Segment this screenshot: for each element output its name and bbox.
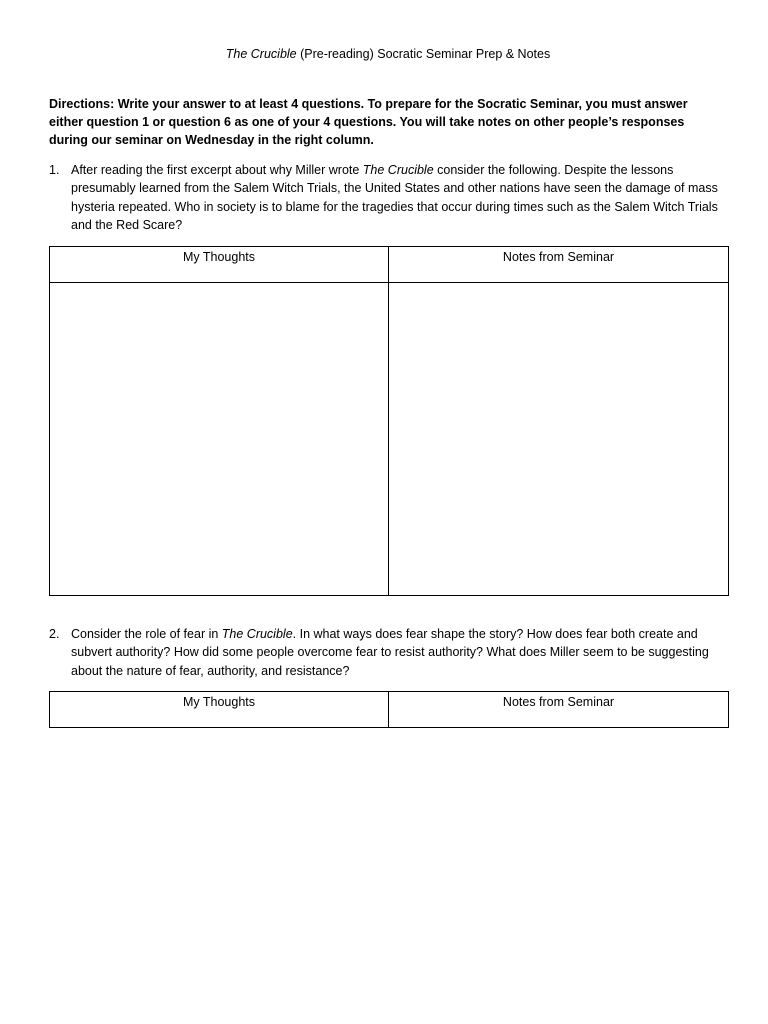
notes-table-1	[49, 246, 729, 596]
title-rest: (Pre-reading) Socratic Seminar Prep & Notes	[296, 47, 551, 61]
question-number: 2.	[49, 627, 60, 641]
question-text-part: After reading the first excerpt about why Miller wrote	[71, 163, 363, 177]
my-thoughts-cell[interactable]	[50, 283, 389, 596]
question-book-name: The Crucible	[221, 627, 293, 641]
seminar-notes-header: Notes from Seminar	[389, 247, 729, 283]
page-title	[0, 45, 768, 63]
seminar-notes-header: Notes from Seminar	[389, 692, 729, 728]
seminar-notes-cell[interactable]	[389, 283, 729, 596]
question-text-part: Consider the role of fear in	[71, 627, 222, 641]
question-2	[49, 625, 729, 680]
question-text	[71, 161, 729, 234]
question-text-part: consider the following. Despite the lessons presumably learned from the Salem Witch Trials, the United States and other nations have seen the damage of mass hysteria repeated. Who in society is to blame for the tragedies that occur during times such as the Salem Witch Trials and the Red Scare?	[71, 163, 718, 232]
my-thoughts-label: My Thoughts	[182, 695, 256, 709]
my-thoughts-label: My Thoughts	[182, 250, 256, 264]
directions: Directions: Write your answer to at least 4 questions. To prepare for the Socratic Seminar, you must answer either question 1 or question 6 as one of your 4 questions. You will take notes on other people’s responses during our seminar on Wednesday in the right column.	[49, 97, 688, 147]
my-thoughts-header	[50, 692, 389, 728]
question-text	[71, 625, 729, 680]
question-text-part: . In what ways does fear shape the story? How does fear both create and subvert authority? How did some people overcome fear to resist authority? What does Miller seem to be suggesting about the nature of fear, authority, and resistance?	[71, 627, 709, 678]
notes-table-2	[49, 691, 729, 728]
question-number: 1.	[49, 163, 60, 177]
my-thoughts-header	[50, 247, 389, 283]
title-book-name: The Crucible	[225, 47, 297, 61]
question-1	[49, 161, 729, 234]
question-book-name: The Crucible	[362, 163, 434, 177]
